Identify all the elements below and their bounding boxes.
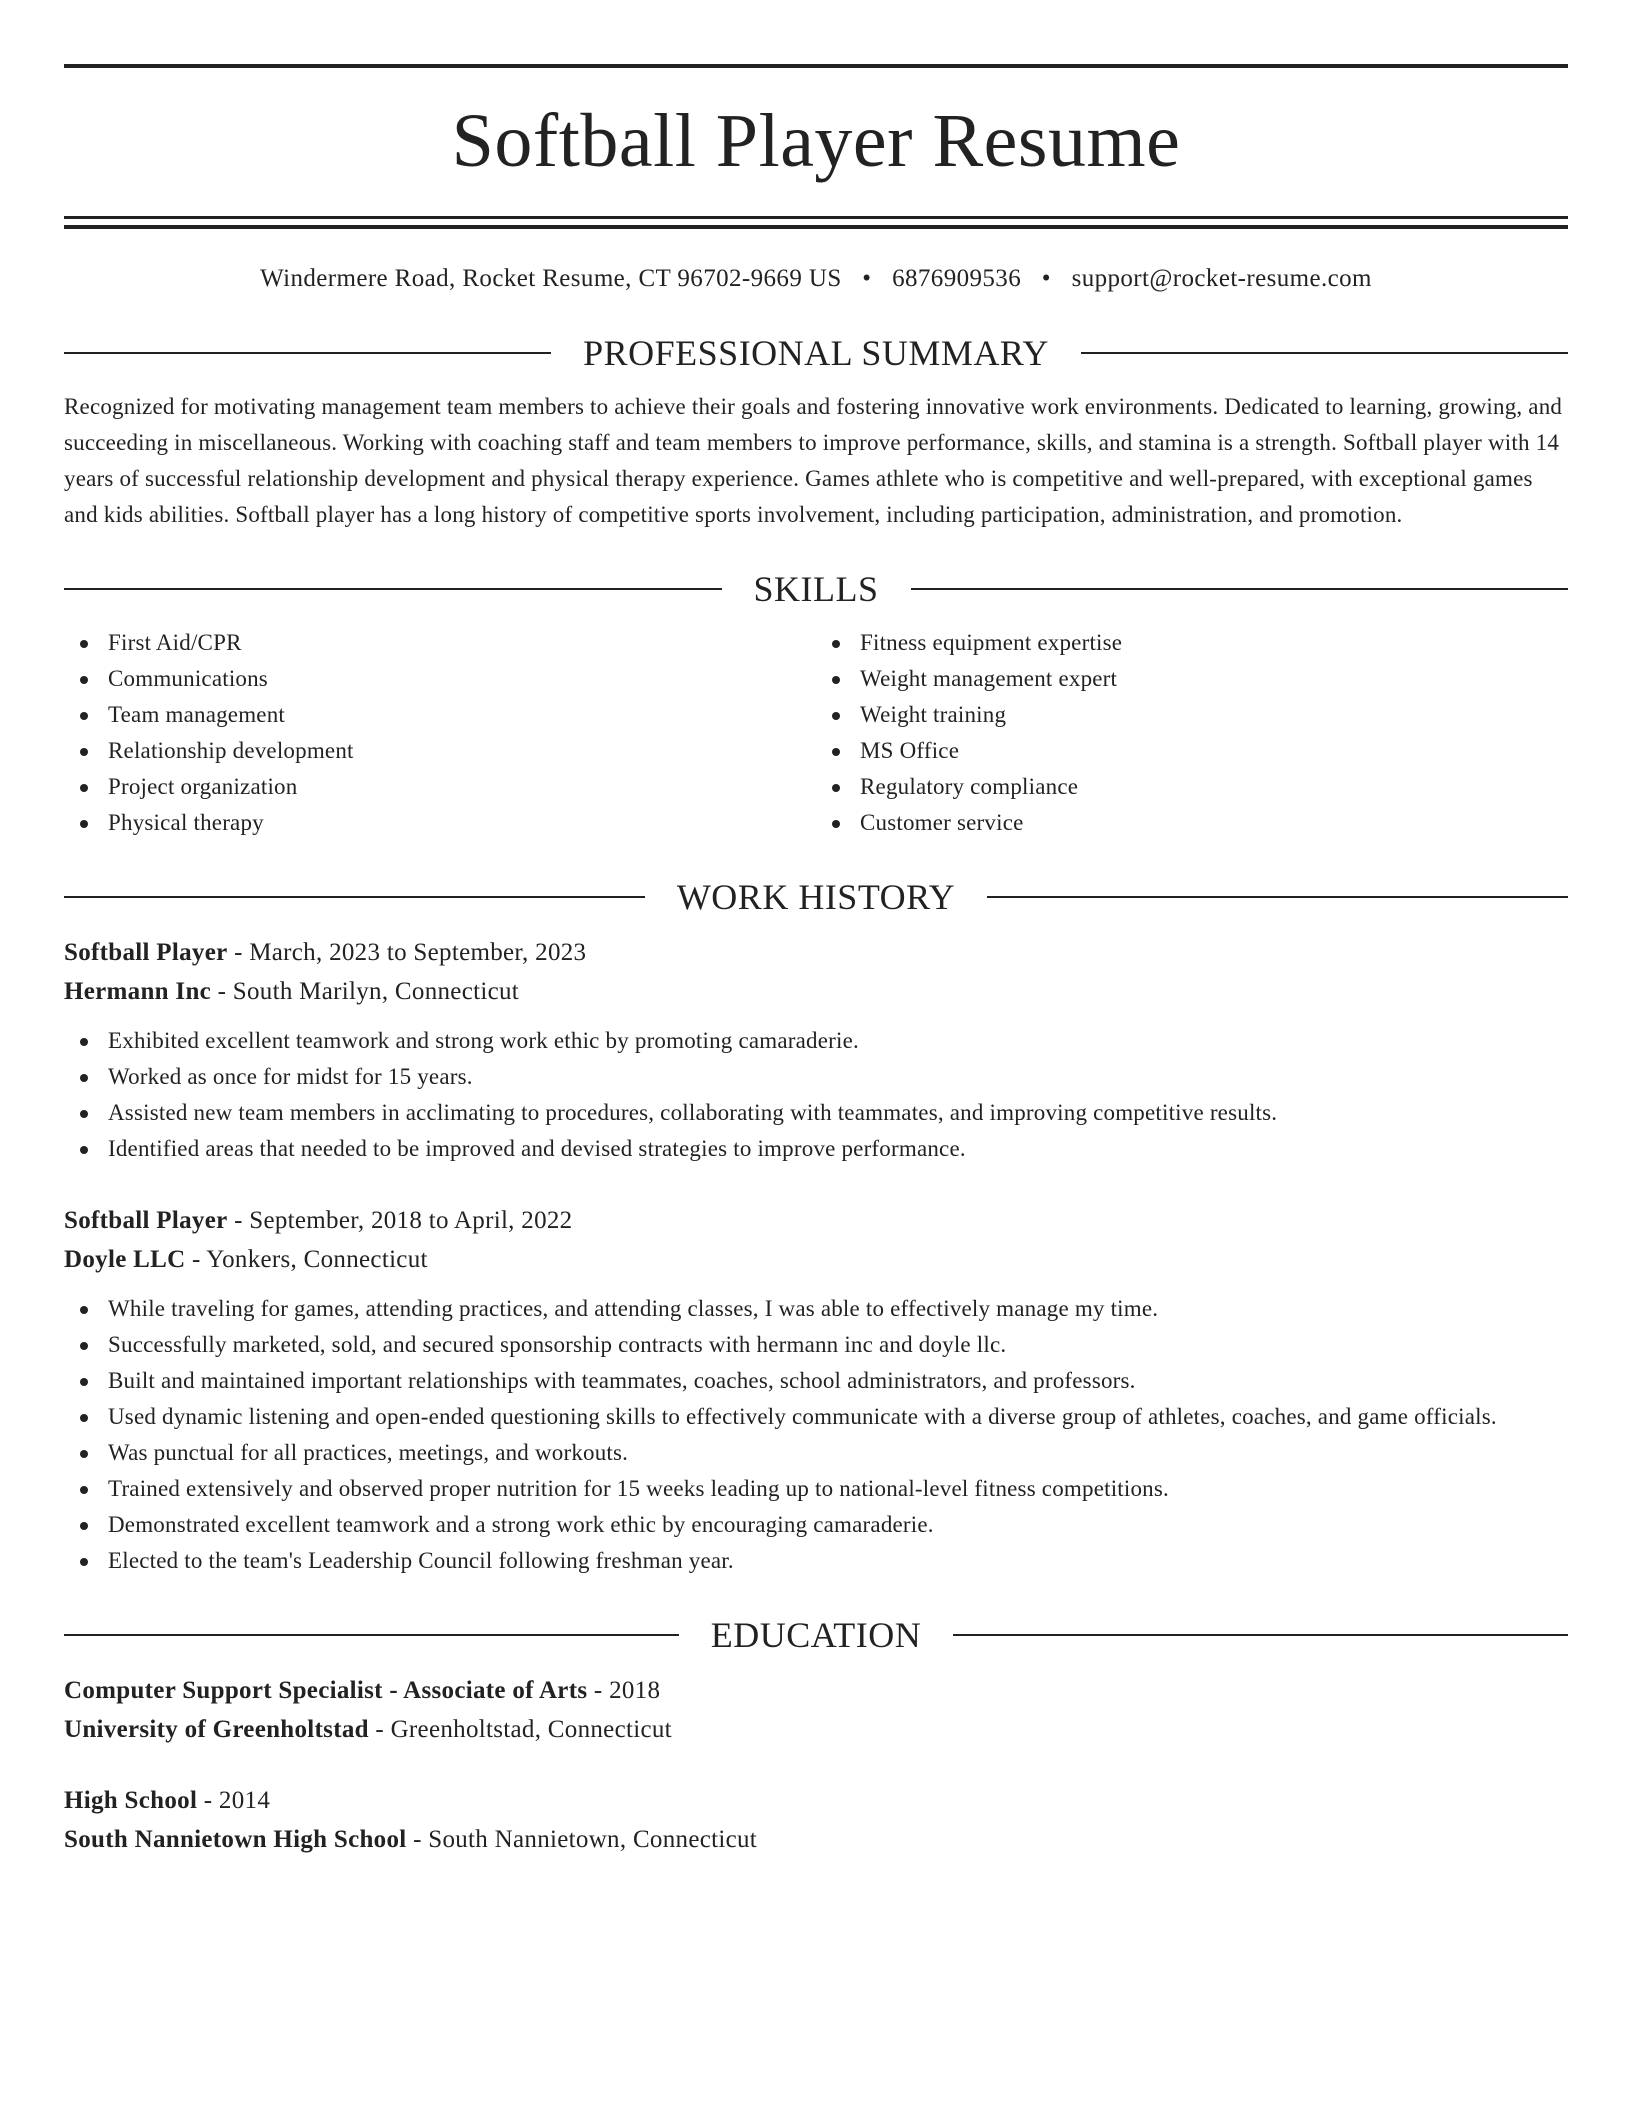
- job-company: Doyle LLC: [64, 1246, 186, 1273]
- education-school-line: [64, 1710, 1568, 1749]
- education-school: University of Greenholtstad: [64, 1716, 369, 1743]
- education-location: - Greenholtstad, Connecticut: [368, 1716, 672, 1743]
- section-rule: [911, 588, 1569, 590]
- section-rule: [64, 352, 551, 354]
- skill-item: Regulatory compliance: [816, 769, 1568, 805]
- education-degree-line: [64, 1781, 1568, 1820]
- skill-item: Team management: [64, 697, 816, 733]
- job-company-line: [64, 972, 1568, 1011]
- job-dates: - March, 2023 to September, 2023: [227, 939, 587, 966]
- education-location: - South Nannietown, Connecticut: [406, 1826, 758, 1853]
- education-degree: Computer Support Specialist - Associate of Arts: [64, 1677, 588, 1704]
- education-school: South Nannietown High School: [64, 1826, 407, 1853]
- section-header-work: [64, 875, 1568, 919]
- job-dates: - September, 2018 to April, 2022: [227, 1207, 573, 1234]
- section-title-skills: SKILLS: [753, 569, 879, 609]
- section-header-skills: [64, 567, 1568, 611]
- job-bullet: Worked as once for midst for 15 years.: [64, 1059, 1568, 1095]
- section-rule: [953, 1634, 1568, 1636]
- resume-page: [64, 64, 1568, 1859]
- top-rule: [64, 64, 1568, 68]
- job-bullet: Was punctual for all practices, meetings, and workouts.: [64, 1435, 1568, 1471]
- skill-item: Weight management expert: [816, 661, 1568, 697]
- section-title-work: WORK HISTORY: [676, 877, 956, 917]
- contact-line: [64, 261, 1568, 297]
- job-bullet: Used dynamic listening and open-ended questioning skills to effectively communicate with a diverse group of athletes, coaches, and game officials.: [64, 1399, 1568, 1435]
- education-school-line: [64, 1820, 1568, 1859]
- education-degree: High School: [64, 1787, 198, 1814]
- section-rule: [64, 588, 722, 590]
- education-year: - 2018: [587, 1677, 661, 1704]
- skill-item: Physical therapy: [64, 805, 816, 841]
- job-bullet: Identified areas that needed to be improved and devised strategies to improve performance.: [64, 1131, 1568, 1167]
- job-location: - South Marilyn, Connecticut: [211, 978, 520, 1005]
- job-bullet: Successfully marketed, sold, and secured sponsorship contracts with hermann inc and doyle llc.: [64, 1327, 1568, 1363]
- section-rule: [64, 896, 645, 898]
- job-bullet: Elected to the team's Leadership Council following freshman year.: [64, 1543, 1568, 1579]
- resume-title: Softball Player Resume: [451, 99, 1181, 183]
- job-company: Hermann Inc: [64, 978, 212, 1005]
- skills-column-left: [64, 625, 816, 841]
- job-bullet: Assisted new team members in acclimating to procedures, collaborating with teammates, and improving competitive results.: [64, 1095, 1568, 1131]
- skill-item: Fitness equipment expertise: [816, 625, 1568, 661]
- education-entry: [64, 1671, 1568, 1749]
- education-year: - 2014: [197, 1787, 271, 1814]
- job-title: Softball Player: [64, 1207, 228, 1234]
- contact-separator: •: [862, 265, 872, 292]
- section-title-education: EDUCATION: [710, 1615, 922, 1655]
- skill-item: Relationship development: [64, 733, 816, 769]
- education-entry: [64, 1781, 1568, 1859]
- section-header-education: [64, 1613, 1568, 1657]
- skill-item: Communications: [64, 661, 816, 697]
- skills-list: [64, 625, 1568, 841]
- job-title-line: [64, 1201, 1568, 1240]
- job-bullets: [64, 1023, 1568, 1167]
- contact-address: Windermere Road, Rocket Resume, CT 96702-9669 US: [260, 265, 842, 292]
- job-bullet: Trained extensively and observed proper nutrition for 15 weeks leading up to national-level fitness competitions.: [64, 1471, 1568, 1507]
- skill-item: Weight training: [816, 697, 1568, 733]
- section-rule: [64, 1634, 679, 1636]
- skills-column-right: [816, 625, 1568, 841]
- section-header-summary: [64, 331, 1568, 375]
- job-company-line: [64, 1240, 1568, 1279]
- skill-item: Customer service: [816, 805, 1568, 841]
- job-bullet: While traveling for games, attending practices, and attending classes, I was able to effectively manage my time.: [64, 1291, 1568, 1327]
- skill-item: Project organization: [64, 769, 816, 805]
- contact-phone: 6876909536: [892, 265, 1022, 292]
- contact-email: support@rocket-resume.com: [1071, 265, 1372, 292]
- education-degree-line: [64, 1671, 1568, 1710]
- skill-item: MS Office: [816, 733, 1568, 769]
- section-title-summary: PROFESSIONAL SUMMARY: [583, 333, 1049, 373]
- job-bullet: Demonstrated excellent teamwork and a strong work ethic by encouraging camaraderie.: [64, 1507, 1568, 1543]
- job-title: Softball Player: [64, 939, 228, 966]
- job-entry: [64, 933, 1568, 1167]
- section-rule: [1081, 352, 1568, 354]
- job-bullet: Built and maintained important relationships with teammates, coaches, school administrators, and professors.: [64, 1363, 1568, 1399]
- title-double-rule: [64, 216, 1568, 229]
- job-entry: [64, 1201, 1568, 1579]
- skill-item: First Aid/CPR: [64, 625, 816, 661]
- summary-text: Recognized for motivating management team members to achieve their goals and fostering innovative work environments. Dedicated to learning, growing, and succeeding in miscellaneous. Working with coaching staff and team members to improve performance, skills, and stamina is a strength. Softball player with 14 years of successful relationship development and physical therapy experience. Games athlete who is competitive and well-prepared, with exceptional games and kids abilities. Softball player has a long history of competitive sports involvement, including participation, administration, and promotion.: [64, 394, 1563, 527]
- job-bullet: Exhibited excellent teamwork and strong work ethic by promoting camaraderie.: [64, 1023, 1568, 1059]
- job-title-line: [64, 933, 1568, 972]
- job-bullets: [64, 1291, 1568, 1579]
- job-location: - Yonkers, Connecticut: [185, 1246, 428, 1273]
- contact-separator: •: [1041, 265, 1051, 292]
- section-rule: [987, 896, 1568, 898]
